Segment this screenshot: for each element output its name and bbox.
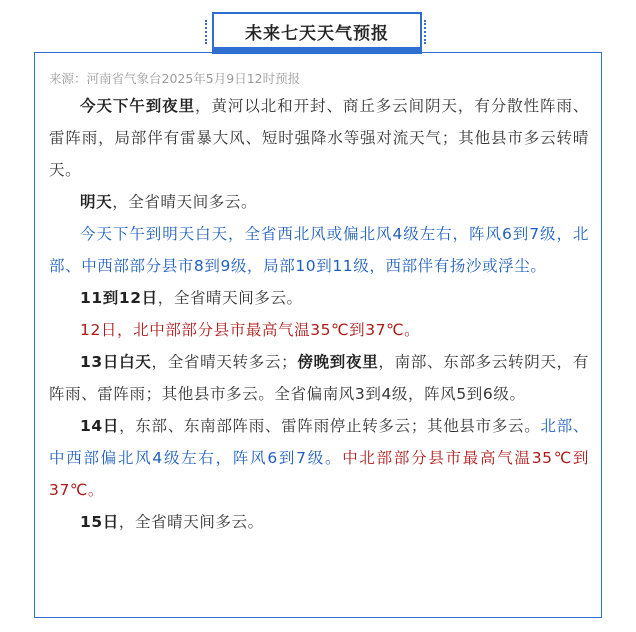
paragraph-text: ，黄河以北和开封、商丘多云间阴天，有分散性阵雨、雷阵雨，局部伴有雷暴大风、短时强降水等强对流天气；其他县市多云转晴天。 [49, 97, 590, 179]
page-title: 未来七天天气预报 [212, 12, 422, 54]
paragraph-text: ，全省晴天间多云。 [118, 513, 264, 531]
paragraph-temperature-12: 12日，北中部部分县市最高气温35℃到37℃。 [80, 321, 421, 339]
paragraph-text: ，南部、东部多云转阴天，有阵雨、雷阵雨；其他县市多云。全省偏南风3到4级，阵风5到6级。 [49, 353, 589, 403]
period-label: 11到12日 [80, 289, 158, 307]
period-label: 明天 [80, 193, 113, 211]
period-label: 13日白天 [80, 353, 152, 371]
wind-text: 北部、中西部偏北风4级左右，阵风6到7级。 [49, 417, 589, 467]
paragraph-15 [49, 506, 589, 538]
paragraph-today [49, 90, 589, 186]
period-label: 傍晚到夜里 [297, 353, 379, 371]
paragraph-11-12 [49, 282, 589, 314]
source-line: 来源：河南省气象台2025年5月9日12时预报 [49, 71, 301, 86]
paragraph-text: ，东部、东南部阵雨、雷阵雨停止转多云；其他县市多云。 [119, 417, 541, 435]
temperature-text: 中北部部分县市最高气温35℃到37℃。 [49, 449, 589, 499]
forecast-content [49, 68, 589, 538]
paragraph-tomorrow [49, 186, 589, 218]
paragraph-text: ，全省晴天转多云； [151, 353, 298, 371]
paragraph-wind: 今天下午到明天白天，全省西北风或偏北风4级左右，阵风6到7级，北部、中西部部分县市8到9级，局部10到11级，西部伴有扬沙或浮尘。 [49, 225, 589, 275]
paragraph-14 [49, 410, 589, 506]
paragraph-text: ，全省晴天间多云。 [157, 289, 303, 307]
period-label: 14日 [80, 417, 120, 435]
paragraph-13 [49, 346, 589, 410]
period-label: 今天下午到夜里 [80, 97, 196, 115]
paragraph-text: ，全省晴天间多云。 [112, 193, 258, 211]
period-label: 15日 [80, 513, 119, 531]
